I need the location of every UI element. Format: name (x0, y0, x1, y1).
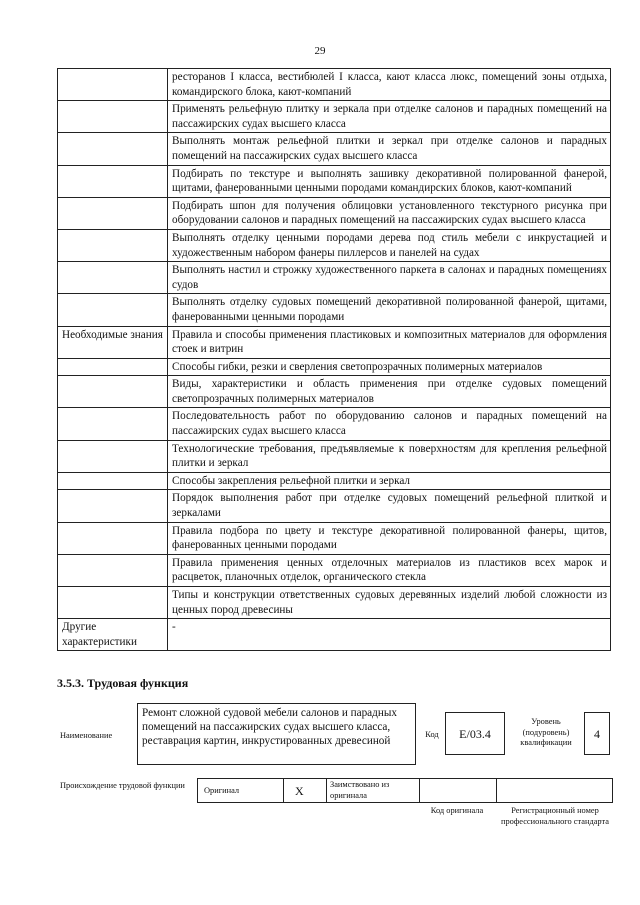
row-text: Выполнять отделку судовых помещений декоративной полированной фанерой, щитами, фанерованными ценными породами (168, 294, 611, 326)
table-row (58, 440, 611, 472)
row-text: Способы закрепления рельефной плитки и зеркал (168, 472, 611, 490)
table-row (58, 376, 611, 408)
row-label (58, 440, 168, 472)
row-text: Выполнять монтаж рельефной плитки и зеркал при отделке салонов и парадных помещений на пассажирских судах высшего класса (168, 133, 611, 165)
name-value: Ремонт сложной судовой мебели салонов и парадных помещений на пассажирских судах высшего класса, реставрация картин, инкрустированных древесиной (137, 703, 416, 765)
row-label (58, 262, 168, 294)
row-text: Последовательность работ по оборудованию салонов и парадных помещений на пассажирских судах высшего класса (168, 408, 611, 440)
level-value: 4 (584, 712, 610, 755)
row-label (58, 69, 168, 101)
row-text: Выполнять отделку ценными породами дерева под стиль мебели с инкрустацией и художественным набором фанеры пиллерсов и панелей на судах (168, 229, 611, 261)
row-text: Правила применения ценных отделочных материалов из пластиков всех марок и расцветок, планочных отделок, органического стекла (168, 554, 611, 586)
page-number: 29 (314, 45, 326, 57)
row-label (58, 376, 168, 408)
table-row (58, 197, 611, 229)
row-label (58, 229, 168, 261)
original-label: Оригинал (204, 786, 240, 795)
row-label (58, 554, 168, 586)
row-text: Порядок выполнения работ при отделке судовых помещений рельефной плиткой и зеркалами (168, 490, 611, 522)
row-label (58, 294, 168, 326)
row-label (58, 165, 168, 197)
row-label (58, 197, 168, 229)
table-row (58, 69, 611, 101)
row-text: Выполнять настил и строжку художественного паркета в салонах и парадных помещениях судов (168, 262, 611, 294)
row-label (58, 472, 168, 490)
table-row (58, 408, 611, 440)
row-text: Подбирать по текстуре и выполнять зашивку декоративной полированной фанерой, щитами, фанерованными ценными породами командирских блоков, кают-компаний (168, 165, 611, 197)
row-text: ресторанов I класса, вестибюлей I класса, кают класса люкс, помещений зоны отдыха, командирского блока, кают-компаний (168, 69, 611, 101)
origin-label: Происхождение трудовой функции (60, 781, 185, 790)
row-label (58, 101, 168, 133)
row-label (58, 408, 168, 440)
row-text: Применять рельефную плитку и зеркала при отделке салонов и парадных помещений на пассажирских судах высшего класса (168, 101, 611, 133)
name-label: Наименование (60, 731, 113, 740)
table-row (58, 326, 611, 358)
code-original-label: Код оригинала (430, 806, 484, 815)
table-row (58, 490, 611, 522)
origin-box (197, 778, 613, 803)
table-row (58, 165, 611, 197)
row-label (58, 133, 168, 165)
table-row (58, 554, 611, 586)
section-heading: 3.5.3. Трудовая функция (57, 676, 189, 690)
row-label (58, 587, 168, 619)
code-value: E/03.4 (445, 712, 505, 755)
level-label: Уровень (подуровень) квалификации (520, 717, 572, 747)
competency-table (57, 68, 611, 651)
code-label: Код (425, 730, 439, 739)
row-text: Типы и конструкции ответственных судовых деревянных изделий любой сложности из ценных пород древесины (168, 587, 611, 619)
original-mark: X (295, 784, 304, 798)
table-row (58, 587, 611, 619)
borrowed-label: Заимствовано из оригинала (330, 780, 390, 800)
table-row (58, 619, 611, 651)
row-text: Технологические требования, предъявляемые к поверхностям для крепления рельефной плитки и зеркал (168, 440, 611, 472)
table-row (58, 229, 611, 261)
row-text: Способы гибки, резки и сверления светопрозрачных полимерных материалов (168, 358, 611, 376)
table-row (58, 101, 611, 133)
table-row (58, 294, 611, 326)
row-label: Необходимые знания (58, 326, 168, 358)
table-row (58, 358, 611, 376)
row-label (58, 490, 168, 522)
row-label (58, 522, 168, 554)
row-text: Правила и способы применения пластиковых и композитных материалов для оформления стоек и витрин (168, 326, 611, 358)
row-text: Виды, характеристики и область применения при отделке судовых помещений светопрозрачных полимерных материалов (168, 376, 611, 408)
row-label: Другие характеристики (58, 619, 168, 651)
row-label (58, 358, 168, 376)
table-row (58, 133, 611, 165)
reg-number-label: Регистрационный номер профессионального стандарта (501, 806, 609, 826)
table-row (58, 522, 611, 554)
row-text: Правила подбора по цвету и текстуре декоративной полированной фанеры, щитов, фанерованных ценными породами (168, 522, 611, 554)
row-text: Подбирать шпон для получения облицовки установленного текстурного рисунка при оборудовании салонов и парадных помещений на пассажирских судах высшего класса (168, 197, 611, 229)
row-text: - (168, 619, 611, 651)
table-row (58, 472, 611, 490)
table-row (58, 262, 611, 294)
